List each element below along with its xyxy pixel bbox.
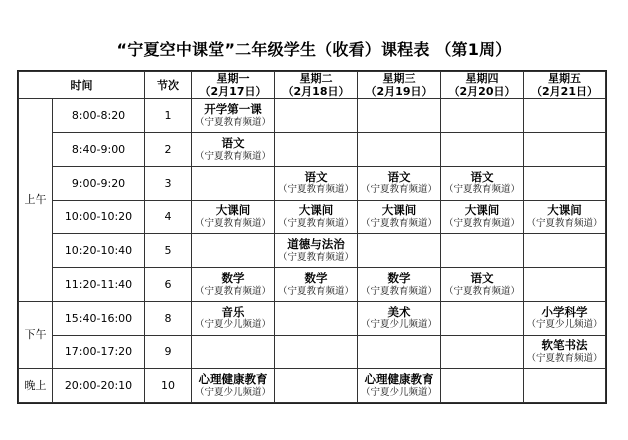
course-cell bbox=[358, 335, 441, 369]
course-name: 小学科学 bbox=[541, 304, 588, 319]
course-cell bbox=[275, 301, 358, 335]
table-row bbox=[19, 166, 606, 200]
course-name: 大课间 bbox=[298, 203, 334, 218]
course-name: 大课间 bbox=[464, 203, 500, 218]
course-cell bbox=[192, 301, 275, 335]
course-channel: （宁夏少儿频道） bbox=[360, 319, 437, 331]
course-name: 数学 bbox=[221, 270, 245, 285]
course-cell bbox=[192, 335, 275, 369]
course-channel: （宁夏教育频道） bbox=[360, 285, 437, 297]
course-name: 音乐 bbox=[221, 304, 245, 319]
course-channel: （宁夏少儿频道） bbox=[194, 386, 271, 398]
course-cell bbox=[275, 166, 358, 200]
course-cell bbox=[524, 234, 606, 268]
header-day-name: 星期三 bbox=[382, 72, 416, 85]
time-cell: 17:00-17:20 bbox=[53, 335, 145, 369]
course-channel: （宁夏少儿频道） bbox=[360, 386, 437, 398]
course-cell bbox=[358, 301, 441, 335]
course-cell bbox=[524, 301, 606, 335]
course-name: 大课间 bbox=[215, 203, 251, 218]
course-channel: （宁夏教育频道） bbox=[194, 150, 271, 162]
header-time-label: 时间 bbox=[70, 78, 93, 92]
course-name: 语文 bbox=[470, 270, 494, 285]
course-name: 大课间 bbox=[547, 203, 582, 218]
course-channel: （宁夏少儿频道） bbox=[194, 319, 271, 331]
course-cell bbox=[441, 133, 524, 167]
time-cell: 20:00-20:10 bbox=[53, 369, 145, 403]
course-cell bbox=[358, 133, 441, 167]
course-cell bbox=[275, 200, 358, 234]
header-day-date: （2月19日） bbox=[365, 85, 433, 99]
period-number-cell: 5 bbox=[145, 234, 192, 268]
course-name: 开学第一课 bbox=[204, 102, 262, 117]
course-name: 大课间 bbox=[381, 203, 417, 218]
table-row bbox=[19, 133, 606, 167]
course-name: 心理健康教育 bbox=[198, 372, 268, 387]
course-cell bbox=[524, 268, 606, 302]
course-channel: （宁夏教育频道） bbox=[526, 218, 603, 230]
course-cell bbox=[524, 133, 606, 167]
time-cell: 10:20-10:40 bbox=[53, 234, 145, 268]
time-cell: 9:00-9:20 bbox=[53, 166, 145, 200]
period-number-cell: 6 bbox=[145, 268, 192, 302]
course-cell bbox=[192, 369, 275, 403]
course-cell bbox=[441, 335, 524, 369]
period-number-cell: 1 bbox=[145, 99, 192, 133]
course-cell bbox=[358, 234, 441, 268]
course-cell bbox=[192, 268, 275, 302]
time-cell: 8:40-9:00 bbox=[53, 133, 145, 167]
course-cell bbox=[441, 301, 524, 335]
header-day-3 bbox=[358, 72, 441, 99]
course-channel: （宁夏教育频道） bbox=[443, 285, 520, 297]
course-channel: （宁夏教育频道） bbox=[194, 116, 271, 128]
course-name: 美术 bbox=[387, 304, 411, 319]
course-cell bbox=[275, 133, 358, 167]
course-cell bbox=[524, 200, 606, 234]
period-number-cell: 4 bbox=[145, 200, 192, 234]
course-name: 道德与法治 bbox=[287, 237, 345, 252]
period-number-cell: 8 bbox=[145, 301, 192, 335]
course-channel: （宁夏教育频道） bbox=[360, 184, 437, 196]
course-channel: （宁夏教育频道） bbox=[194, 285, 271, 297]
header-row bbox=[19, 72, 606, 99]
header-day-date: （2月20日） bbox=[448, 85, 516, 99]
header-period-label: 节次 bbox=[157, 78, 179, 92]
course-cell bbox=[358, 369, 441, 403]
course-channel: （宁夏教育频道） bbox=[277, 184, 354, 196]
course-cell bbox=[192, 166, 275, 200]
course-cell bbox=[275, 99, 358, 133]
schedule-table-frame bbox=[17, 70, 607, 404]
header-day-date: （2月17日） bbox=[199, 85, 267, 99]
time-cell: 8:00-8:20 bbox=[53, 99, 145, 133]
course-cell bbox=[441, 166, 524, 200]
course-channel: （宁夏少儿频道） bbox=[526, 319, 603, 331]
course-cell bbox=[441, 268, 524, 302]
course-cell bbox=[441, 200, 524, 234]
header-day-4 bbox=[441, 72, 524, 99]
course-cell bbox=[441, 99, 524, 133]
header-day-name: 星期四 bbox=[465, 72, 499, 85]
period-number-cell: 9 bbox=[145, 335, 192, 369]
course-cell bbox=[275, 234, 358, 268]
header-day-1 bbox=[192, 72, 275, 99]
course-cell bbox=[524, 99, 606, 133]
header-day-5 bbox=[524, 72, 606, 99]
period-number-cell: 3 bbox=[145, 166, 192, 200]
course-name: 数学 bbox=[304, 270, 328, 285]
table-row bbox=[19, 200, 606, 234]
course-name: 软笔书法 bbox=[541, 338, 588, 353]
table-row bbox=[19, 301, 606, 335]
course-cell bbox=[192, 234, 275, 268]
header-day-name: 星期一 bbox=[216, 72, 250, 85]
header-day-date: （2月21日） bbox=[531, 85, 598, 99]
time-cell: 15:40-16:00 bbox=[53, 301, 145, 335]
table-row bbox=[19, 234, 606, 268]
course-cell bbox=[524, 166, 606, 200]
schedule-body bbox=[19, 99, 606, 403]
course-channel: （宁夏教育频道） bbox=[277, 218, 354, 230]
table-row bbox=[19, 369, 606, 403]
time-cell: 11:20-11:40 bbox=[53, 268, 145, 302]
course-channel: （宁夏教育频道） bbox=[443, 218, 520, 230]
period-number-cell: 2 bbox=[145, 133, 192, 167]
table-row bbox=[19, 99, 606, 133]
page-title: “宁夏空中课堂”二年级学生（收看）课程表 （第1周） bbox=[116, 40, 512, 59]
course-cell bbox=[524, 369, 606, 403]
course-cell bbox=[524, 335, 606, 369]
course-name: 语文 bbox=[221, 135, 245, 150]
course-cell bbox=[358, 268, 441, 302]
course-cell bbox=[192, 200, 275, 234]
header-day-2 bbox=[275, 72, 358, 99]
time-cell: 10:00-10:20 bbox=[53, 200, 145, 234]
course-channel: （宁夏教育频道） bbox=[360, 218, 437, 230]
course-cell bbox=[275, 335, 358, 369]
schedule-table bbox=[18, 71, 606, 403]
course-channel: （宁夏教育频道） bbox=[277, 251, 354, 263]
course-name: 语文 bbox=[304, 169, 328, 184]
section-label: 晚上 bbox=[19, 369, 53, 403]
header-day-date: （2月18日） bbox=[282, 85, 350, 99]
course-cell bbox=[358, 200, 441, 234]
header-period bbox=[145, 72, 192, 99]
section-label: 下午 bbox=[19, 301, 53, 368]
course-name: 语文 bbox=[387, 169, 411, 184]
course-name: 数学 bbox=[387, 270, 411, 285]
course-name: 心理健康教育 bbox=[364, 372, 434, 387]
course-channel: （宁夏教育频道） bbox=[277, 285, 354, 297]
course-channel: （宁夏教育频道） bbox=[443, 184, 520, 196]
course-cell bbox=[275, 369, 358, 403]
course-channel: （宁夏教育频道） bbox=[526, 353, 603, 365]
header-day-name: 星期二 bbox=[299, 72, 333, 85]
header-time bbox=[19, 72, 145, 99]
course-cell bbox=[192, 133, 275, 167]
table-row bbox=[19, 268, 606, 302]
course-name: 语文 bbox=[470, 169, 494, 184]
period-number-cell: 10 bbox=[145, 369, 192, 403]
course-cell bbox=[441, 369, 524, 403]
course-cell bbox=[441, 234, 524, 268]
course-cell bbox=[275, 268, 358, 302]
section-label: 上午 bbox=[19, 99, 53, 301]
course-channel: （宁夏教育频道） bbox=[194, 218, 271, 230]
course-cell bbox=[358, 166, 441, 200]
course-cell bbox=[192, 99, 275, 133]
course-cell bbox=[358, 99, 441, 133]
header-day-name: 星期五 bbox=[548, 72, 581, 85]
table-row bbox=[19, 335, 606, 369]
